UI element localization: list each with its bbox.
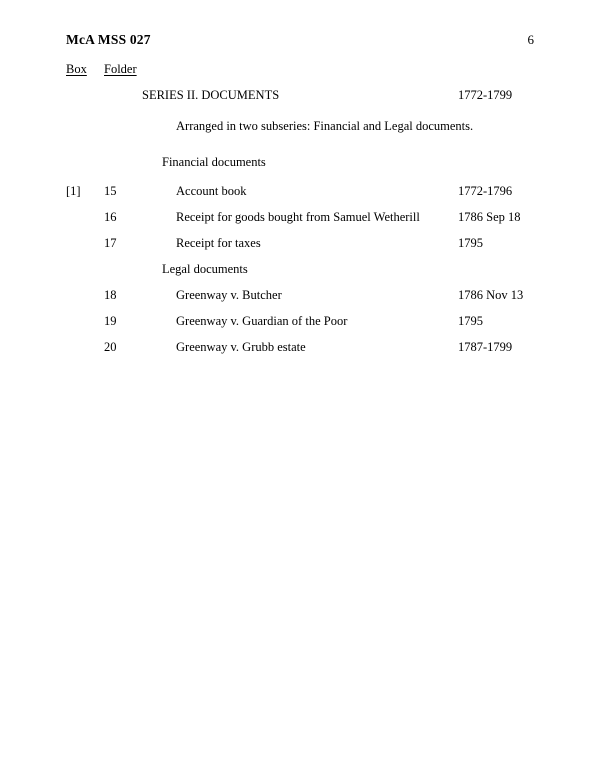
page-number: 6 (527, 32, 534, 47)
collection-identifier: McA MSS 027 (66, 32, 151, 47)
subseries-title: Legal documents (162, 262, 248, 276)
column-heading-folder: Folder (104, 62, 137, 76)
item-title: Greenway v. Butcher (176, 288, 282, 302)
column-headings (66, 62, 534, 80)
column-heading-box: Box (66, 62, 87, 76)
folder-number: 15 (104, 184, 117, 198)
folder-number: 16 (104, 210, 117, 224)
item-title: Greenway v. Grubb estate (176, 340, 306, 354)
table-row (66, 236, 534, 262)
date-range: 1786 Sep 18 (458, 210, 521, 224)
table-row (66, 88, 534, 119)
table-row (66, 155, 534, 184)
table-row (66, 119, 534, 155)
date-range: 1795 (458, 236, 483, 250)
folder-number: 17 (104, 236, 117, 250)
arrangement-note: Arranged in two subseries: Financial and Legal documents. (176, 119, 474, 133)
box-number: [1] (66, 184, 81, 198)
folder-number: 18 (104, 288, 117, 302)
series-title: SERIES II. DOCUMENTS (142, 88, 280, 102)
item-title: Account book (176, 184, 247, 198)
table-row (66, 184, 534, 210)
table-row (66, 288, 534, 314)
table-row (66, 262, 534, 288)
date-range: 1795 (458, 314, 483, 328)
subseries-title: Financial documents (162, 155, 266, 169)
folder-number: 20 (104, 340, 117, 354)
date-range: 1772-1796 (458, 184, 513, 198)
date-range: 1786 Nov 13 (458, 288, 524, 302)
table-row (66, 210, 534, 236)
item-title: Receipt for taxes (176, 236, 261, 250)
date-range: 1772-1799 (458, 88, 513, 102)
date-range: 1787-1799 (458, 340, 513, 354)
item-title: Receipt for goods bought from Samuel Wetherill (176, 210, 420, 224)
finding-aid-rows (66, 88, 534, 366)
item-title: Greenway v. Guardian of the Poor (176, 314, 348, 328)
table-row (66, 314, 534, 340)
page-header (66, 32, 534, 48)
folder-number: 19 (104, 314, 117, 328)
table-row (66, 340, 534, 366)
